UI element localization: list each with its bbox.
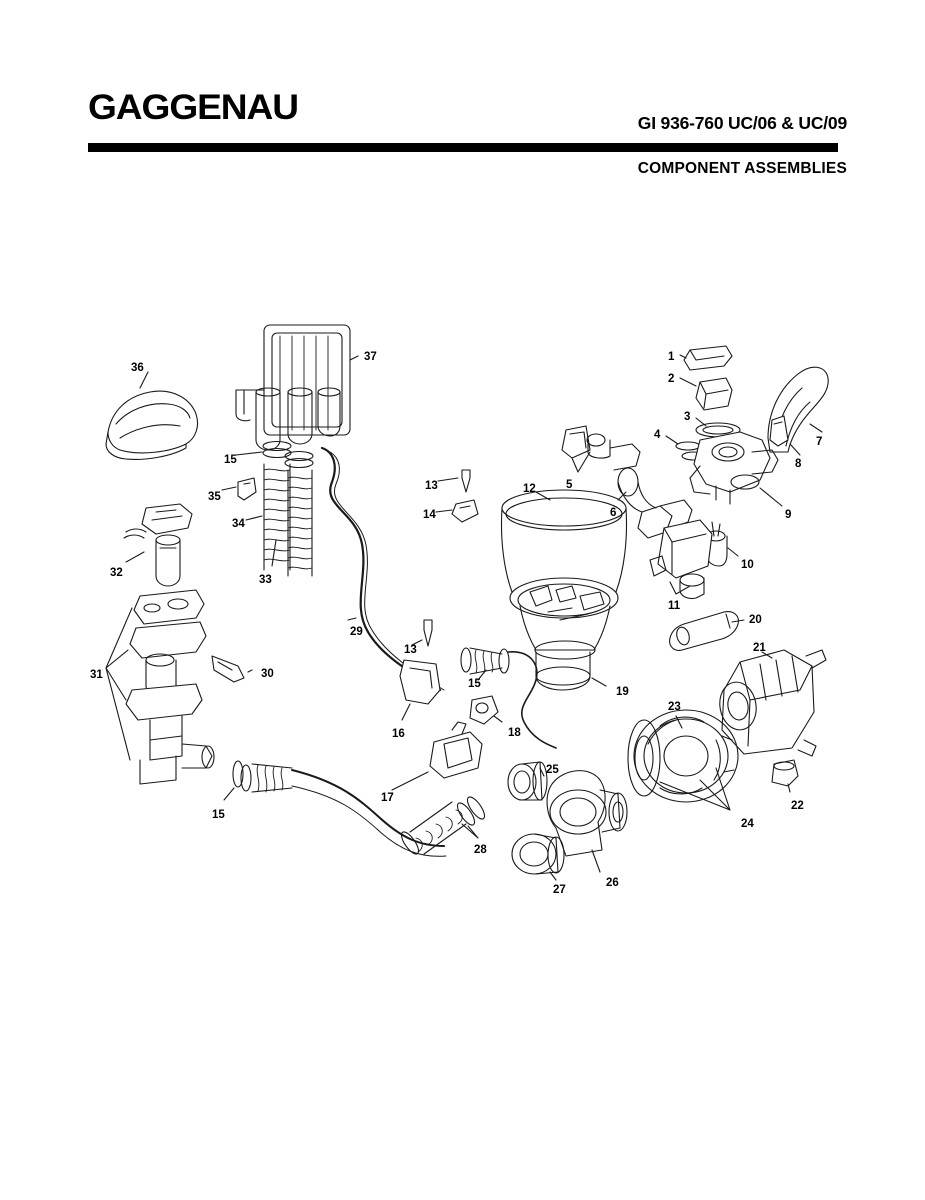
callout-number: 32 [110,567,123,579]
callout-number: 14 [423,509,436,521]
leader-7 [810,424,822,432]
part-30-clip [212,656,244,682]
leader-37 [350,356,358,360]
callout-number: 8 [795,458,802,470]
callout-number: 16 [392,728,405,740]
part-37-heater-panel [236,325,350,450]
part-36-cover [106,391,198,459]
leader-3 [696,418,706,426]
callout-number: 17 [381,792,394,804]
part-17-connector [430,722,482,778]
callout-number: 7 [816,436,823,448]
part-20-cylinder [670,612,739,651]
callout-number: 19 [616,686,629,698]
callout-number: 1 [668,351,675,363]
leader-15-top [236,452,262,455]
leader-1 [680,355,686,358]
part-15-seal-rings-top [263,442,313,468]
callout-number: 18 [508,727,521,739]
section-title: COMPONENT ASSEMBLIES [637,160,847,177]
callout-number: 33 [259,574,272,586]
brand-logo: GAGGENAU [88,88,299,127]
leader-31 [106,608,132,760]
leader-30 [248,670,252,672]
part-33-hose [288,470,312,576]
leader-26 [592,850,600,872]
callout-number: 36 [131,362,144,374]
leader-29 [348,618,356,620]
part-32-valve-assembly [124,504,192,586]
callout-number: 23 [668,701,681,713]
callout-number: 22 [791,800,804,812]
callout-number: 4 [654,429,661,441]
leader-4 [666,436,678,444]
leader-35 [222,487,236,490]
part-18-valve [470,696,498,724]
part-12-tub [501,490,626,690]
part-29-hose [322,448,440,690]
callout-number: 6 [610,507,617,519]
leader-10 [728,548,738,556]
leader-9 [760,488,782,506]
callout-number: 34 [232,518,245,530]
leader-16 [402,704,410,720]
part-2-block [696,378,732,410]
callout-number: 35 [208,491,221,503]
leader-18 [494,716,502,722]
callout-number: 5 [566,479,573,491]
leader-28 [462,824,478,838]
part-9-manifold [690,432,778,504]
callout-number: 11 [668,600,681,612]
leader-17 [392,772,428,790]
callout-number: 9 [785,509,792,521]
part-34-hose [264,464,290,570]
callout-number: 21 [753,642,766,654]
part-13-screw-lower [424,620,432,646]
part-31-assembly [126,590,214,784]
callout-number: 26 [606,877,619,889]
callout-number: 29 [350,626,363,638]
part-5-bracket [562,426,590,458]
callout-number: 24 [741,818,754,830]
part-26-pump-body [547,771,627,856]
callout-number: 15 [224,454,237,466]
callout-number: 25 [546,764,559,776]
callout-number: 15 [212,809,225,821]
callout-number: 12 [523,483,536,495]
leader-15-lower-left [224,788,234,800]
leader-33 [272,540,276,566]
part-16-bracket [400,660,440,704]
leader-14 [436,510,452,512]
leader-2 [680,378,696,386]
leader-32 [126,552,144,562]
part-1-cap [684,346,732,370]
callout-number: 20 [749,614,762,626]
callout-number: 10 [741,559,754,571]
leader-8 [790,444,800,455]
leader-34 [246,516,262,520]
callout-number: 15 [468,678,481,690]
part-25-seal [508,762,547,800]
callout-number: 37 [364,351,377,363]
callout-number: 13 [425,480,438,492]
part-21-motor [716,650,826,756]
part-27-impeller-cap [512,834,564,874]
part-23-impeller [628,710,738,802]
callout-number: 2 [668,373,675,385]
part-13-screw-upper [462,470,470,492]
model-number: GI 936-760 UC/06 & UC/09 [637,113,847,133]
part-14-bracket [452,500,478,522]
leader-19 [592,678,606,686]
callout-number: 31 [90,669,103,681]
callout-number: 3 [684,411,691,423]
callout-number: 27 [553,884,566,896]
part-22-cap [772,760,798,786]
part-35-bracket [238,478,256,500]
leader-13-upper [438,478,458,481]
part-8-clip [770,416,788,446]
callout-number: 30 [261,668,274,680]
callout-number: 28 [474,844,487,856]
part-15-seal-lower-left [233,761,251,791]
callout-number: 13 [404,644,417,656]
part-11-pump [650,520,712,599]
